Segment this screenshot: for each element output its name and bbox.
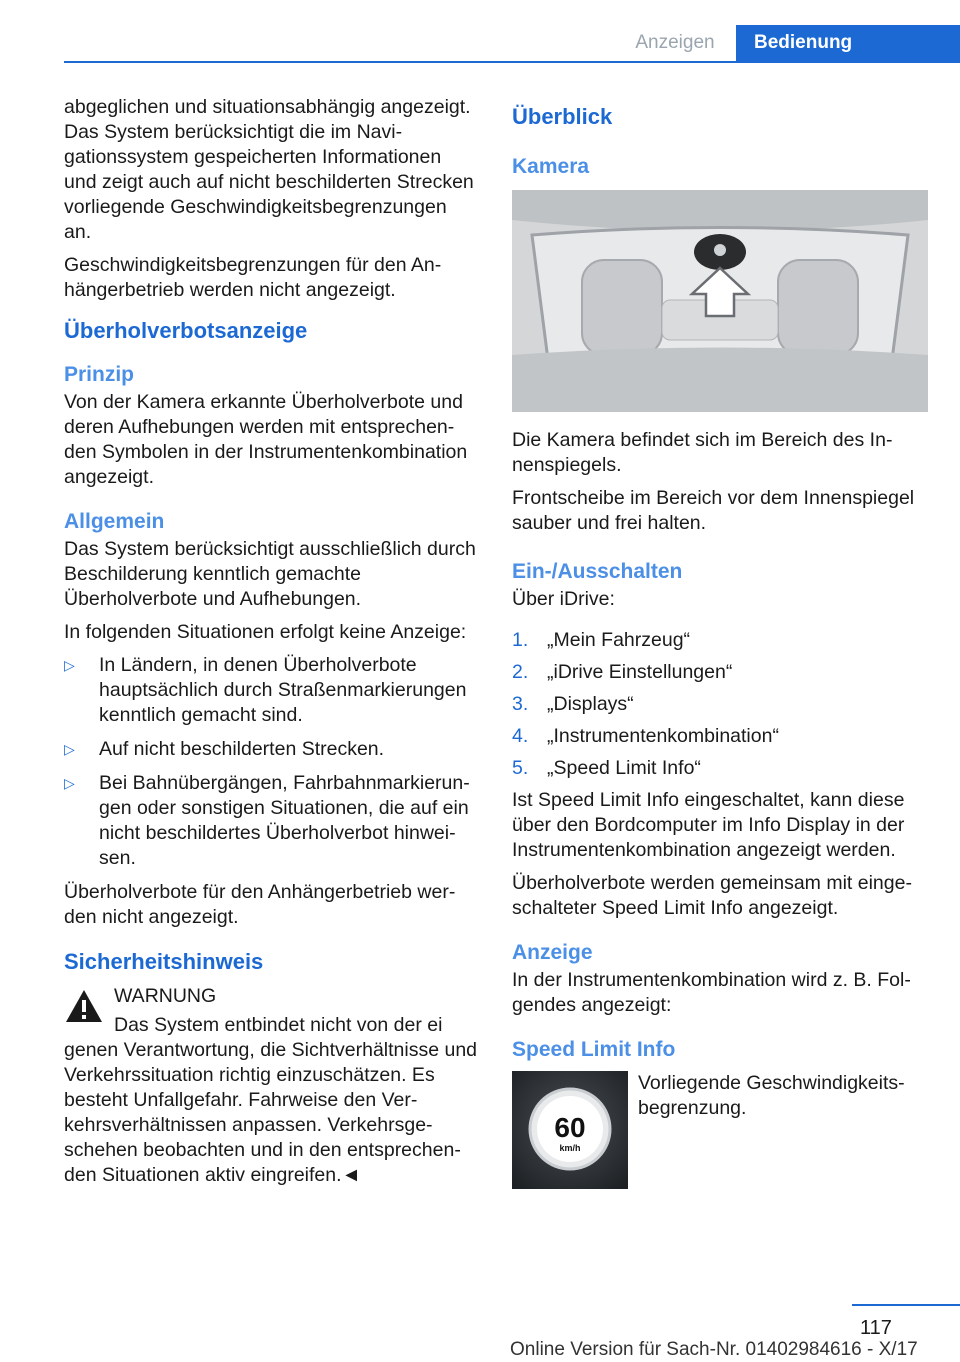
- header-rule: [64, 61, 960, 63]
- speed-limit-sign-image: [512, 1071, 628, 1189]
- header-tab-bedienung[interactable]: Bedienung: [736, 25, 960, 61]
- header-tab-anzeigen[interactable]: Anzeigen: [635, 32, 715, 53]
- heading-anzeige: Anzeige: [512, 941, 593, 964]
- warning-first-line: Das System entbindet nicht von der ei: [114, 1014, 443, 1036]
- display-text: In der Instrumentenkombination wird z. B. Folgendes angezeigt:: [512, 969, 911, 1016]
- left-column: [64, 95, 478, 1196]
- intro-paragraph-1: abgeglichen und situationsabhängig angezeigt. Das System berücksichtigt die im Navigationssystem gespeicherten Informationen und zeigt auch auf nicht beschilderten Strecken vorliegende Geschwindigkeitsbegrenzungen an.: [64, 96, 474, 243]
- list-item: 2. „iDrive Einstellungen“: [512, 661, 733, 683]
- warning-triangle-icon: [64, 988, 104, 1024]
- onoff-paragraph-2: Überholverbote werden gemeinsam mit eingeschalteter Speed Limit Info angezeigt.: [512, 872, 912, 919]
- warning-label: WARNUNG: [114, 985, 217, 1007]
- heading-sicherheitshinweis: Sicherheitshinweis: [64, 949, 264, 974]
- right-column: [512, 95, 932, 1189]
- speed-limit-row: [512, 1071, 932, 1189]
- warning-block: [64, 984, 478, 1038]
- steps-list: [512, 628, 932, 781]
- camera-location-image: [512, 190, 928, 412]
- warning-text: genen Verantwortung, die Sichtverhältnisse und Verkehrssituation richtig einzuschätzen. Es besteht Unfallgefahr. Fahrweise den Verkehrsverhältnissen anpassen. Verkehrsgeschehen beobachten und in den entsprechenden Situationen aktiv eingreifen.◄: [64, 1039, 478, 1186]
- speed-unit: km/h: [559, 1143, 581, 1153]
- heading-prinzip: Prinzip: [64, 363, 135, 386]
- triangle-bullet-icon: ▷: [64, 657, 75, 673]
- heading-kamera: Kamera: [512, 155, 590, 178]
- speed-value: 60: [554, 1112, 586, 1143]
- camera-paragraph-1: Die Kamera befindet sich im Bereich des Innenspiegels.: [512, 429, 893, 476]
- speed-limit-text: Vorliegende Geschwindigkeitsbegrenzung.: [638, 1072, 905, 1119]
- footer-rule: [852, 1304, 960, 1306]
- list-item: 3. „Displays“: [512, 693, 634, 715]
- principle-text: Von der Kamera erkannte Überholverbote und deren Aufhebungen werden mit entsprechenden Symbolen in der Instrumentenkombination angezeigt.: [64, 391, 468, 488]
- page-number: 117: [860, 1317, 892, 1339]
- camera-paragraph-2: Frontscheibe im Bereich vor dem Innenspiegel sauber und frei halten.: [512, 487, 915, 534]
- situations-list: [64, 653, 478, 871]
- triangle-bullet-icon: ▷: [64, 775, 75, 791]
- situations-intro: In folgenden Situationen erfolgt keine Anzeige:: [64, 621, 467, 643]
- heading-ueberholverbotsanzeige: Überholverbotsanzeige: [64, 318, 308, 343]
- list-item: ▷ In Ländern, in denen Überholverbote hauptsächlich durch Straßenmarkierungen kenntlich gemacht sind.: [64, 654, 467, 726]
- list-item: 4. „Instrumentenkombination“: [512, 725, 779, 747]
- onoff-paragraph-1: Ist Speed Limit Info eingeschaltet, kann diese über den Bordcomputer im Info Display in der Instrumentenkombination angezeigt werden.: [512, 789, 905, 861]
- general-text: Das System berücksichtigt ausschließlich durch Beschilderung kenntlich gemachte Überholverbote und Aufhebungen.: [64, 538, 476, 610]
- triangle-bullet-icon: ▷: [64, 741, 75, 757]
- heading-speed-limit-info: Speed Limit Info: [512, 1038, 676, 1061]
- online-version-note: Online Version für Sach-Nr. 01402984616 - X/17: [510, 1339, 918, 1360]
- list-item: 1. „Mein Fahrzeug“: [512, 629, 691, 651]
- idrive-intro: Über iDrive:: [512, 588, 615, 610]
- heading-ueberblick: Überblick: [512, 104, 613, 129]
- trailer-text: Überholverbote für den Anhängerbetrieb werden nicht angezeigt.: [64, 881, 456, 928]
- list-item: 5. „Speed Limit Info“: [512, 757, 701, 779]
- heading-allgemein: Allgemein: [64, 510, 165, 533]
- heading-ein-ausschalten: Ein-/Ausschalten: [512, 560, 683, 583]
- intro-paragraph-2: Geschwindigkeitsbegrenzungen für den Anhängerbetrieb werden nicht angezeigt.: [64, 254, 442, 301]
- list-item: ▷ Bei Bahnübergängen, Fahrbahnmarkierungen oder sonstigen Situationen, die auf ein nicht beschildertes Überholverbot hinweisen.: [64, 772, 470, 869]
- list-item: ▷ Auf nicht beschilderten Strecken.: [64, 738, 385, 760]
